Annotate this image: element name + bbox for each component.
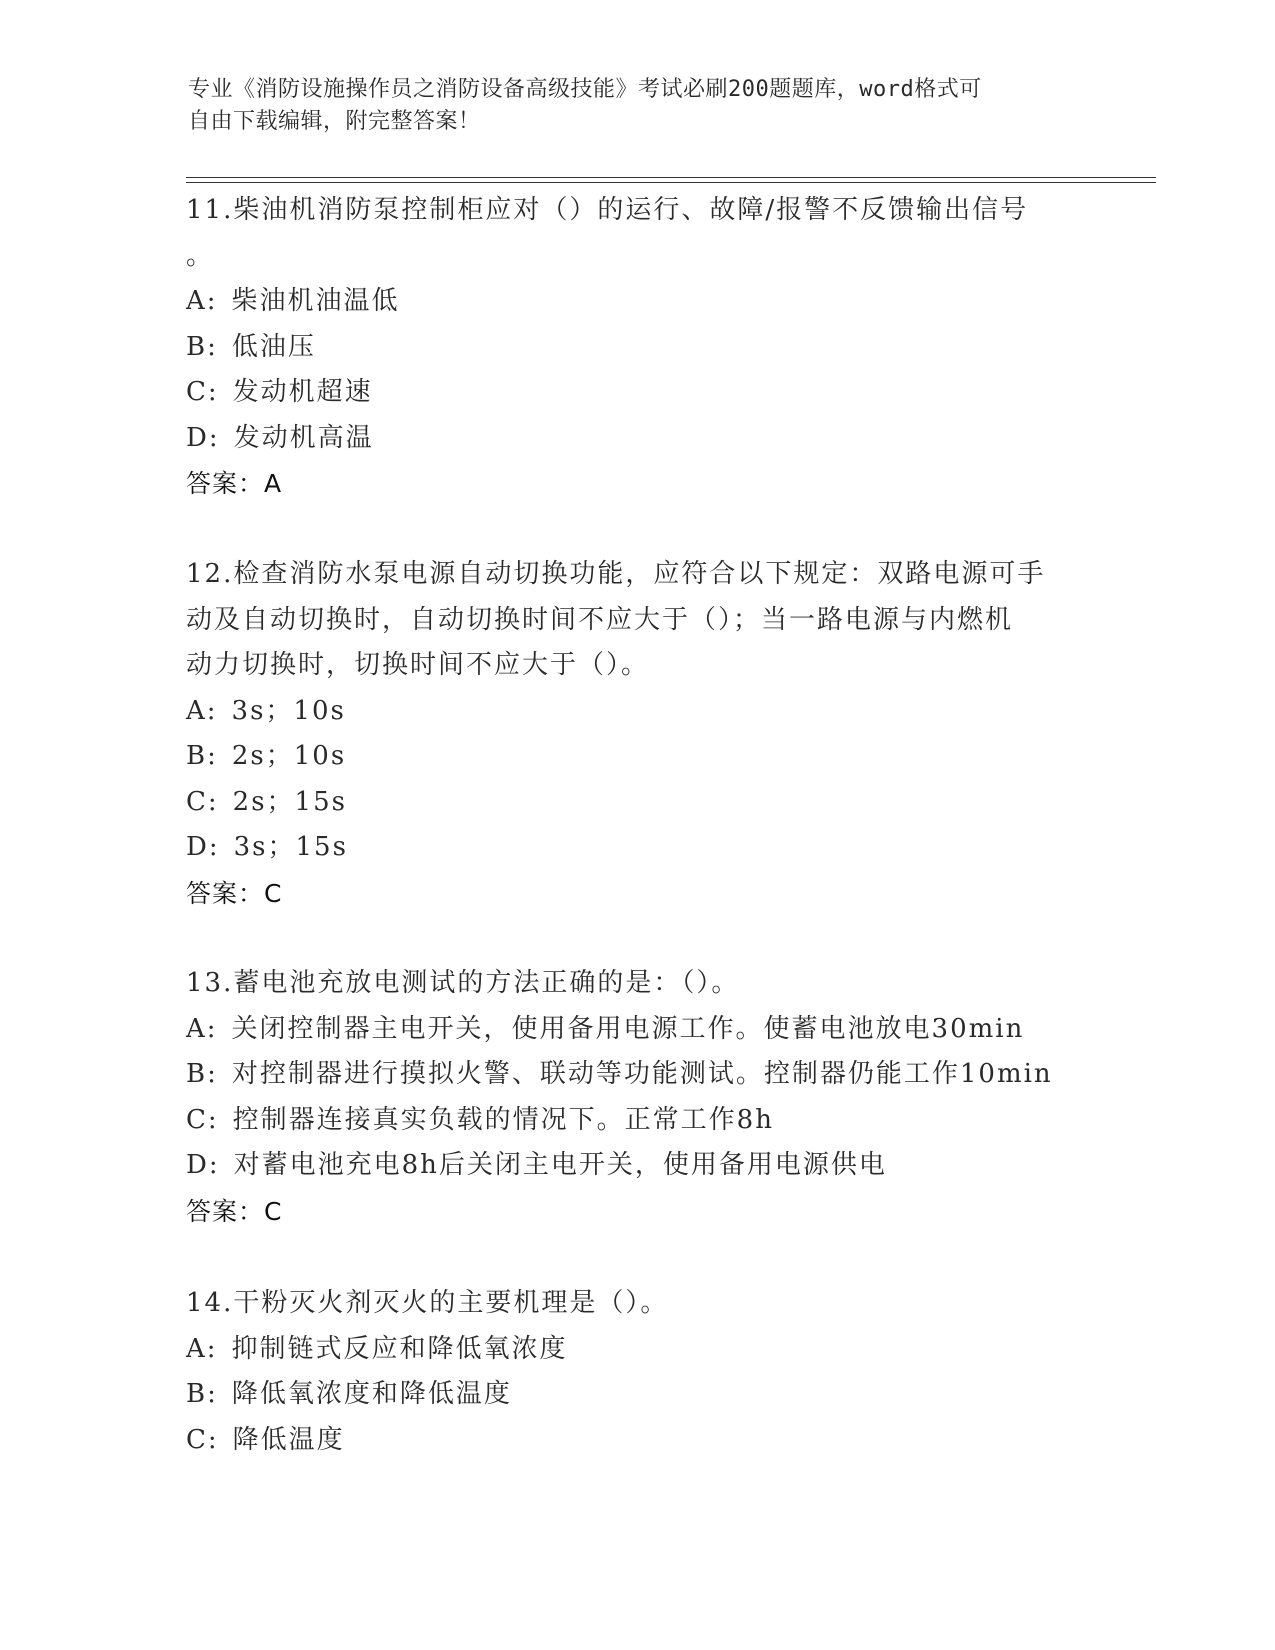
option-d	[186, 825, 1086, 871]
question-stem-line: 11.柴油机消防泵控制柜应对（）的运行、故障/报警不反馈输出信号	[186, 195, 1029, 225]
answer-label: 答案：C	[186, 878, 283, 908]
option-letter: C:	[186, 377, 219, 407]
option-letter: A:	[186, 1333, 218, 1364]
header-divider-top	[186, 177, 1156, 178]
question-14	[186, 1281, 1086, 1463]
option-letter: D:	[186, 1150, 220, 1180]
option-text: 柴油机油温低	[231, 286, 400, 316]
question-12	[186, 552, 1086, 916]
option-text: 3s；15s	[233, 832, 348, 862]
header-line-1: 专业《消防设施操作员之消防设备高级技能》考试必刷200题题库，word格式可	[188, 77, 982, 102]
option-letter: B:	[186, 741, 218, 771]
option-c	[186, 370, 1086, 416]
option-text: 对控制器进行摸拟火警、联动等功能测试。控制器仍能工作10min	[231, 1059, 1053, 1089]
question-11	[186, 188, 1086, 507]
header-divider-bottom	[186, 182, 1156, 183]
option-letter: D:	[186, 422, 220, 453]
option-letter: C:	[186, 1104, 219, 1135]
option-letter: A:	[186, 1013, 218, 1044]
option-a	[186, 279, 1086, 325]
question-stem-line: 14.干粉灭火剂灭火的主要机理是（）。	[186, 1288, 669, 1318]
option-c	[186, 1418, 1086, 1464]
option-text: 3s；10s	[231, 695, 346, 726]
option-text: 降低氧浓度和降低温度	[231, 1379, 512, 1409]
option-letter: B:	[186, 331, 218, 362]
option-text: 控制器连接真实负载的情况下。正常工作8h	[232, 1104, 774, 1135]
answer-label: 答案：A	[186, 469, 283, 498]
option-letter: A:	[186, 695, 218, 726]
option-text: 低油压	[231, 331, 316, 362]
header-line-2: 自由下载编辑，附完整答案！	[188, 109, 481, 134]
option-a	[186, 1327, 1086, 1373]
option-letter: D:	[186, 832, 220, 862]
option-letter: B:	[186, 1059, 218, 1089]
option-b	[186, 734, 1086, 780]
option-letter: B:	[186, 1379, 218, 1409]
option-c	[186, 780, 1086, 826]
option-text: 发动机超速	[232, 377, 373, 407]
option-b	[186, 1052, 1086, 1098]
option-text: 降低温度	[232, 1424, 345, 1455]
option-d	[186, 1143, 1086, 1189]
question-stem-line: 动力切换时，切换时间不应大于（）。	[186, 650, 650, 680]
question-stem-line: 。	[186, 240, 215, 271]
document-header	[188, 74, 1088, 138]
question-stem-line: 13.蓄电池充放电测试的方法正确的是：（）。	[186, 968, 740, 998]
option-a	[186, 1007, 1086, 1053]
option-text: 发动机高温	[233, 422, 374, 453]
option-text: 对蓄电池充电8h后关闭主电开关，使用备用电源供电	[233, 1150, 887, 1180]
question-stem-line: 动及自动切换时，自动切换时间不应大于（）；当一路电源与内燃机	[186, 604, 1014, 635]
option-letter: C:	[186, 1424, 219, 1455]
option-text: 2s；10s	[231, 741, 347, 771]
option-a	[186, 689, 1086, 735]
option-text: 关闭控制器主电开关，使用备用电源工作。使蓄电池放电30min	[231, 1013, 1025, 1044]
question-stem-line: 12.检查消防水泵电源自动切换功能，应符合以下规定：双路电源可手	[186, 559, 1046, 589]
option-letter: C:	[186, 786, 219, 817]
option-b	[186, 325, 1086, 371]
option-c	[186, 1098, 1086, 1144]
answer-label: 答案：C	[186, 1196, 283, 1226]
question-13	[186, 961, 1086, 1234]
option-letter: A:	[186, 286, 218, 316]
option-text: 2s；15s	[232, 786, 347, 817]
option-text: 抑制链式反应和降低氧浓度	[231, 1333, 568, 1364]
option-b	[186, 1372, 1086, 1418]
option-d	[186, 416, 1086, 462]
